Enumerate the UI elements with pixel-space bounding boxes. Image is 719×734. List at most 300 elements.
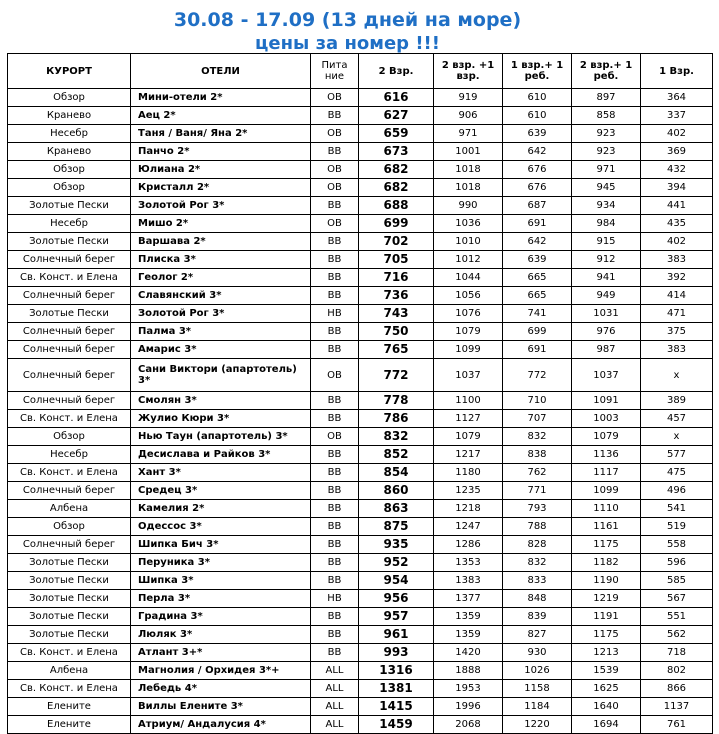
price-1-adult-1-child-cell: 1026 bbox=[503, 662, 572, 680]
header-resort: КУРОРТ bbox=[8, 54, 131, 89]
meal-cell: ВВ bbox=[311, 608, 359, 626]
resort-cell: Солнечный берег bbox=[8, 482, 131, 500]
meal-cell: ВВ bbox=[311, 251, 359, 269]
resort-cell: Св. Конст. и Елена bbox=[8, 464, 131, 482]
hotel-cell: Золотой Рог 3* bbox=[131, 197, 311, 215]
resort-cell: Золотые Пески bbox=[8, 626, 131, 644]
table-header-row bbox=[8, 54, 713, 89]
price-2-adults-plus-adult-cell: 1218 bbox=[434, 500, 503, 518]
price-2-adults-plus-adult-cell: 1953 bbox=[434, 680, 503, 698]
resort-cell: Несебр bbox=[8, 215, 131, 233]
resort-cell: Золотые Пески bbox=[8, 305, 131, 323]
page-title bbox=[0, 8, 695, 56]
header-hotel: ОТЕЛИ bbox=[131, 54, 311, 89]
price-2-adults-plus-adult-cell: 1217 bbox=[434, 446, 503, 464]
price-2-adults-1-child-cell: 1136 bbox=[572, 446, 641, 464]
meal-cell: ВВ bbox=[311, 464, 359, 482]
price-1-adult-1-child-cell: 832 bbox=[503, 428, 572, 446]
price-2-adults-1-child-cell: 858 bbox=[572, 107, 641, 125]
resort-cell: Елените bbox=[8, 698, 131, 716]
price-2-adults-1-child-cell: 1625 bbox=[572, 680, 641, 698]
price-2-adults-cell: 743 bbox=[359, 305, 434, 323]
resort-cell: Золотые Пески bbox=[8, 197, 131, 215]
header-2-adults: 2 Взр. bbox=[359, 54, 434, 89]
meal-cell: ОВ bbox=[311, 89, 359, 107]
table-row bbox=[8, 197, 713, 215]
price-1-adult-1-child-cell: 610 bbox=[503, 89, 572, 107]
hotel-cell: Атриум/ Андалусия 4* bbox=[131, 716, 311, 734]
price-2-adults-1-child-cell: 923 bbox=[572, 125, 641, 143]
resort-cell: Св. Конст. и Елена bbox=[8, 644, 131, 662]
table-row bbox=[8, 392, 713, 410]
price-1-adult-1-child-cell: 676 bbox=[503, 179, 572, 197]
price-1-adult-cell: 596 bbox=[641, 554, 713, 572]
price-2-adults-plus-adult-cell: 1888 bbox=[434, 662, 503, 680]
price-2-adults-cell: 854 bbox=[359, 464, 434, 482]
price-2-adults-plus-adult-cell: 919 bbox=[434, 89, 503, 107]
header-1-adult-1-child: 1 взр.+ 1 реб. bbox=[503, 54, 572, 89]
price-1-adult-1-child-cell: 930 bbox=[503, 644, 572, 662]
price-1-adult-cell: 562 bbox=[641, 626, 713, 644]
price-2-adults-plus-adult-cell: 990 bbox=[434, 197, 503, 215]
price-2-adults-1-child-cell: 1182 bbox=[572, 554, 641, 572]
price-2-adults-1-child-cell: 915 bbox=[572, 233, 641, 251]
table-row bbox=[8, 341, 713, 359]
price-2-adults-1-child-cell: 971 bbox=[572, 161, 641, 179]
meal-cell: ВВ bbox=[311, 392, 359, 410]
price-2-adults-plus-adult-cell: 1099 bbox=[434, 341, 503, 359]
resort-cell: Обзор bbox=[8, 179, 131, 197]
price-2-adults-cell: 699 bbox=[359, 215, 434, 233]
table-row bbox=[8, 698, 713, 716]
price-2-adults-cell: 961 bbox=[359, 626, 434, 644]
price-2-adults-plus-adult-cell: 1001 bbox=[434, 143, 503, 161]
price-1-adult-cell: 471 bbox=[641, 305, 713, 323]
hotel-cell: Варшава 2* bbox=[131, 233, 311, 251]
price-2-adults-1-child-cell: 923 bbox=[572, 143, 641, 161]
price-2-adults-cell: 1459 bbox=[359, 716, 434, 734]
meal-cell: ОВ bbox=[311, 125, 359, 143]
price-1-adult-1-child-cell: 710 bbox=[503, 392, 572, 410]
price-1-adult-cell: 435 bbox=[641, 215, 713, 233]
price-1-adult-1-child-cell: 639 bbox=[503, 125, 572, 143]
hotel-cell: Таня / Ваня/ Яна 2* bbox=[131, 125, 311, 143]
meal-cell: ВВ bbox=[311, 500, 359, 518]
meal-cell: ВВ bbox=[311, 644, 359, 662]
hotel-cell: Одессос 3* bbox=[131, 518, 311, 536]
price-2-adults-1-child-cell: 1161 bbox=[572, 518, 641, 536]
price-2-adults-cell: 957 bbox=[359, 608, 434, 626]
hotel-cell: Золотой Рог 3* bbox=[131, 305, 311, 323]
price-1-adult-cell: 337 bbox=[641, 107, 713, 125]
meal-cell: ВВ bbox=[311, 446, 359, 464]
price-2-adults-cell: 863 bbox=[359, 500, 434, 518]
price-2-adults-plus-adult-cell: 1036 bbox=[434, 215, 503, 233]
price-2-adults-cell: 682 bbox=[359, 179, 434, 197]
price-1-adult-cell: 541 bbox=[641, 500, 713, 518]
table-row bbox=[8, 446, 713, 464]
meal-cell: ВВ bbox=[311, 410, 359, 428]
resort-cell: Елените bbox=[8, 716, 131, 734]
price-1-adult-1-child-cell: 771 bbox=[503, 482, 572, 500]
price-1-adult-1-child-cell: 762 bbox=[503, 464, 572, 482]
price-2-adults-cell: 659 bbox=[359, 125, 434, 143]
price-2-adults-cell: 702 bbox=[359, 233, 434, 251]
resort-cell: Св. Конст. и Елена bbox=[8, 410, 131, 428]
price-2-adults-cell: 952 bbox=[359, 554, 434, 572]
price-2-adults-cell: 993 bbox=[359, 644, 434, 662]
price-2-adults-plus-adult-cell: 2068 bbox=[434, 716, 503, 734]
price-2-adults-plus-adult-cell: 1012 bbox=[434, 251, 503, 269]
table-row bbox=[8, 680, 713, 698]
price-2-adults-cell: 1316 bbox=[359, 662, 434, 680]
table-row bbox=[8, 89, 713, 107]
price-2-adults-cell: 778 bbox=[359, 392, 434, 410]
price-2-adults-cell: 1381 bbox=[359, 680, 434, 698]
price-1-adult-cell: 866 bbox=[641, 680, 713, 698]
table-row bbox=[8, 518, 713, 536]
price-2-adults-1-child-cell: 912 bbox=[572, 251, 641, 269]
price-2-adults-1-child-cell: 1003 bbox=[572, 410, 641, 428]
resort-cell: Золотые Пески bbox=[8, 554, 131, 572]
resort-cell: Обзор bbox=[8, 428, 131, 446]
price-2-adults-plus-adult-cell: 1286 bbox=[434, 536, 503, 554]
price-2-adults-cell: 1415 bbox=[359, 698, 434, 716]
price-1-adult-cell: 577 bbox=[641, 446, 713, 464]
resort-cell: Солнечный берег bbox=[8, 392, 131, 410]
table-row bbox=[8, 716, 713, 734]
price-1-adult-1-child-cell: 610 bbox=[503, 107, 572, 125]
price-2-adults-1-child-cell: 934 bbox=[572, 197, 641, 215]
hotel-cell: Средец 3* bbox=[131, 482, 311, 500]
price-1-adult-1-child-cell: 639 bbox=[503, 251, 572, 269]
hotel-cell: Магнолия / Орхидея 3*+ bbox=[131, 662, 311, 680]
title-subtitle: цены за номер !!! bbox=[255, 33, 440, 54]
meal-cell: ВВ bbox=[311, 536, 359, 554]
price-2-adults-plus-adult-cell: 1076 bbox=[434, 305, 503, 323]
price-2-adults-cell: 935 bbox=[359, 536, 434, 554]
hotel-cell: Панчо 2* bbox=[131, 143, 311, 161]
price-2-adults-plus-adult-cell: 1353 bbox=[434, 554, 503, 572]
price-1-adult-cell: 585 bbox=[641, 572, 713, 590]
price-2-adults-1-child-cell: 1175 bbox=[572, 626, 641, 644]
price-1-adult-cell: 432 bbox=[641, 161, 713, 179]
table-row bbox=[8, 287, 713, 305]
resort-cell: Св. Конст. и Елена bbox=[8, 680, 131, 698]
price-2-adults-1-child-cell: 1175 bbox=[572, 536, 641, 554]
price-2-adults-cell: 673 bbox=[359, 143, 434, 161]
price-2-adults-cell: 956 bbox=[359, 590, 434, 608]
price-2-adults-1-child-cell: 945 bbox=[572, 179, 641, 197]
resort-cell: Солнечный берег bbox=[8, 287, 131, 305]
price-2-adults-plus-adult-cell: 1359 bbox=[434, 626, 503, 644]
hotel-cell: Нью Таун (апартотель) 3* bbox=[131, 428, 311, 446]
resort-cell: Золотые Пески bbox=[8, 608, 131, 626]
resort-cell: Кранево bbox=[8, 143, 131, 161]
price-1-adult-1-child-cell: 832 bbox=[503, 554, 572, 572]
price-2-adults-plus-adult-cell: 1377 bbox=[434, 590, 503, 608]
table-row bbox=[8, 644, 713, 662]
price-2-adults-1-child-cell: 1539 bbox=[572, 662, 641, 680]
price-1-adult-1-child-cell: 839 bbox=[503, 608, 572, 626]
price-2-adults-1-child-cell: 1191 bbox=[572, 608, 641, 626]
resort-cell: Солнечный берег bbox=[8, 359, 131, 392]
hotel-cell: Перуника 3* bbox=[131, 554, 311, 572]
price-1-adult-1-child-cell: 707 bbox=[503, 410, 572, 428]
price-2-adults-plus-adult-cell: 1127 bbox=[434, 410, 503, 428]
price-1-adult-cell: 475 bbox=[641, 464, 713, 482]
table-row bbox=[8, 125, 713, 143]
resort-cell: Кранево bbox=[8, 107, 131, 125]
price-2-adults-plus-adult-cell: 1079 bbox=[434, 323, 503, 341]
price-2-adults-1-child-cell: 1219 bbox=[572, 590, 641, 608]
price-1-adult-1-child-cell: 687 bbox=[503, 197, 572, 215]
price-2-adults-cell: 682 bbox=[359, 161, 434, 179]
table-row bbox=[8, 107, 713, 125]
price-2-adults-1-child-cell: 1037 bbox=[572, 359, 641, 392]
table-row bbox=[8, 143, 713, 161]
price-1-adult-cell: 414 bbox=[641, 287, 713, 305]
price-2-adults-plus-adult-cell: 1180 bbox=[434, 464, 503, 482]
price-2-adults-cell: 832 bbox=[359, 428, 434, 446]
table-row bbox=[8, 590, 713, 608]
price-1-adult-cell: 389 bbox=[641, 392, 713, 410]
price-1-adult-1-child-cell: 691 bbox=[503, 215, 572, 233]
header-1-adult: 1 Взр. bbox=[641, 54, 713, 89]
header-2-adults-plus-adult: 2 взр. +1 взр. bbox=[434, 54, 503, 89]
resort-cell: Несебр bbox=[8, 446, 131, 464]
price-1-adult-cell: 519 bbox=[641, 518, 713, 536]
resort-cell: Солнечный берег bbox=[8, 251, 131, 269]
price-1-adult-1-child-cell: 665 bbox=[503, 269, 572, 287]
price-1-adult-cell: x bbox=[641, 359, 713, 392]
resort-cell: Обзор bbox=[8, 89, 131, 107]
table-row bbox=[8, 662, 713, 680]
meal-cell: ВВ bbox=[311, 233, 359, 251]
table-row bbox=[8, 269, 713, 287]
meal-cell: ALL bbox=[311, 698, 359, 716]
meal-cell: ВВ bbox=[311, 197, 359, 215]
price-2-adults-1-child-cell: 976 bbox=[572, 323, 641, 341]
table-row bbox=[8, 359, 713, 392]
price-2-adults-cell: 627 bbox=[359, 107, 434, 125]
price-2-adults-cell: 860 bbox=[359, 482, 434, 500]
price-2-adults-plus-adult-cell: 1359 bbox=[434, 608, 503, 626]
price-2-adults-plus-adult-cell: 1079 bbox=[434, 428, 503, 446]
price-1-adult-cell: 383 bbox=[641, 341, 713, 359]
meal-cell: ВВ bbox=[311, 518, 359, 536]
price-1-adult-1-child-cell: 848 bbox=[503, 590, 572, 608]
hotel-cell: Камелия 2* bbox=[131, 500, 311, 518]
table-row bbox=[8, 554, 713, 572]
price-2-adults-1-child-cell: 897 bbox=[572, 89, 641, 107]
hotel-cell: Смолян 3* bbox=[131, 392, 311, 410]
price-table bbox=[7, 53, 713, 734]
price-2-adults-cell: 954 bbox=[359, 572, 434, 590]
meal-cell: ВВ bbox=[311, 143, 359, 161]
price-1-adult-cell: 558 bbox=[641, 536, 713, 554]
price-2-adults-1-child-cell: 1190 bbox=[572, 572, 641, 590]
resort-cell: Обзор bbox=[8, 161, 131, 179]
resort-cell: Албена bbox=[8, 662, 131, 680]
price-2-adults-cell: 616 bbox=[359, 89, 434, 107]
price-1-adult-1-child-cell: 1220 bbox=[503, 716, 572, 734]
resort-cell: Солнечный берег bbox=[8, 323, 131, 341]
hotel-cell: Кристалл 2* bbox=[131, 179, 311, 197]
table-row bbox=[8, 464, 713, 482]
title-dates: 30.08 - 17.09 (13 дней на море) bbox=[173, 9, 522, 31]
table-row bbox=[8, 323, 713, 341]
price-1-adult-cell: 392 bbox=[641, 269, 713, 287]
hotel-cell: Геолог 2* bbox=[131, 269, 311, 287]
price-1-adult-1-child-cell: 1184 bbox=[503, 698, 572, 716]
price-1-adult-1-child-cell: 827 bbox=[503, 626, 572, 644]
hotel-cell: Хант 3* bbox=[131, 464, 311, 482]
meal-cell: НВ bbox=[311, 305, 359, 323]
hotel-cell: Люляк 3* bbox=[131, 626, 311, 644]
price-1-adult-cell: 761 bbox=[641, 716, 713, 734]
meal-cell: ОВ bbox=[311, 215, 359, 233]
price-1-adult-cell: 383 bbox=[641, 251, 713, 269]
meal-cell: ОВ bbox=[311, 359, 359, 392]
price-2-adults-cell: 772 bbox=[359, 359, 434, 392]
table-row bbox=[8, 215, 713, 233]
price-2-adults-plus-adult-cell: 1420 bbox=[434, 644, 503, 662]
table-row bbox=[8, 536, 713, 554]
hotel-cell: Палма 3* bbox=[131, 323, 311, 341]
price-1-adult-1-child-cell: 1158 bbox=[503, 680, 572, 698]
header-2-adults-1-child: 2 взр.+ 1 реб. bbox=[572, 54, 641, 89]
price-1-adult-cell: 441 bbox=[641, 197, 713, 215]
price-1-adult-1-child-cell: 691 bbox=[503, 341, 572, 359]
price-2-adults-plus-adult-cell: 971 bbox=[434, 125, 503, 143]
price-2-adults-plus-adult-cell: 1247 bbox=[434, 518, 503, 536]
meal-cell: ВВ bbox=[311, 482, 359, 500]
hotel-cell: Шипка Бич 3* bbox=[131, 536, 311, 554]
price-1-adult-cell: 802 bbox=[641, 662, 713, 680]
price-2-adults-cell: 716 bbox=[359, 269, 434, 287]
price-2-adults-1-child-cell: 1640 bbox=[572, 698, 641, 716]
price-1-adult-cell: 369 bbox=[641, 143, 713, 161]
price-2-adults-1-child-cell: 1091 bbox=[572, 392, 641, 410]
price-2-adults-plus-adult-cell: 1996 bbox=[434, 698, 503, 716]
price-2-adults-plus-adult-cell: 1100 bbox=[434, 392, 503, 410]
price-2-adults-1-child-cell: 949 bbox=[572, 287, 641, 305]
table-row bbox=[8, 251, 713, 269]
meal-cell: ALL bbox=[311, 680, 359, 698]
meal-cell: ALL bbox=[311, 716, 359, 734]
resort-cell: Солнечный берег bbox=[8, 341, 131, 359]
price-2-adults-plus-adult-cell: 1044 bbox=[434, 269, 503, 287]
meal-cell: ALL bbox=[311, 662, 359, 680]
price-2-adults-1-child-cell: 1213 bbox=[572, 644, 641, 662]
meal-cell: ОВ bbox=[311, 161, 359, 179]
hotel-cell: Жулио Кюри 3* bbox=[131, 410, 311, 428]
price-1-adult-1-child-cell: 699 bbox=[503, 323, 572, 341]
price-2-adults-1-child-cell: 1110 bbox=[572, 500, 641, 518]
price-1-adult-cell: 567 bbox=[641, 590, 713, 608]
price-2-adults-cell: 875 bbox=[359, 518, 434, 536]
price-2-adults-cell: 750 bbox=[359, 323, 434, 341]
price-1-adult-cell: 457 bbox=[641, 410, 713, 428]
price-1-adult-cell: 718 bbox=[641, 644, 713, 662]
hotel-cell: Аец 2* bbox=[131, 107, 311, 125]
price-1-adult-1-child-cell: 788 bbox=[503, 518, 572, 536]
price-2-adults-plus-adult-cell: 1383 bbox=[434, 572, 503, 590]
hotel-cell: Градина 3* bbox=[131, 608, 311, 626]
hotel-cell: Перла 3* bbox=[131, 590, 311, 608]
meal-cell: ВВ bbox=[311, 287, 359, 305]
table-row bbox=[8, 161, 713, 179]
price-1-adult-cell: 402 bbox=[641, 233, 713, 251]
hotel-cell: Мини-отели 2* bbox=[131, 89, 311, 107]
price-2-adults-cell: 688 bbox=[359, 197, 434, 215]
price-2-adults-1-child-cell: 1694 bbox=[572, 716, 641, 734]
price-1-adult-1-child-cell: 828 bbox=[503, 536, 572, 554]
price-1-adult-1-child-cell: 642 bbox=[503, 143, 572, 161]
price-1-adult-1-child-cell: 833 bbox=[503, 572, 572, 590]
hotel-cell: Шипка 3* bbox=[131, 572, 311, 590]
price-2-adults-plus-adult-cell: 1235 bbox=[434, 482, 503, 500]
meal-cell: ВВ bbox=[311, 323, 359, 341]
price-2-adults-plus-adult-cell: 1056 bbox=[434, 287, 503, 305]
price-2-adults-cell: 852 bbox=[359, 446, 434, 464]
hotel-cell: Лебедь 4* bbox=[131, 680, 311, 698]
meal-cell: ВВ bbox=[311, 626, 359, 644]
table-row bbox=[8, 608, 713, 626]
table-row bbox=[8, 410, 713, 428]
meal-cell: ВВ bbox=[311, 572, 359, 590]
meal-cell: ВВ bbox=[311, 107, 359, 125]
hotel-cell: Славянский 3* bbox=[131, 287, 311, 305]
resort-cell: Обзор bbox=[8, 518, 131, 536]
resort-cell: Св. Конст. и Елена bbox=[8, 269, 131, 287]
header-meal: Пита ние bbox=[311, 54, 359, 89]
price-2-adults-1-child-cell: 1031 bbox=[572, 305, 641, 323]
meal-cell: ВВ bbox=[311, 341, 359, 359]
resort-cell: Золотые Пески bbox=[8, 590, 131, 608]
price-1-adult-1-child-cell: 741 bbox=[503, 305, 572, 323]
price-1-adult-cell: x bbox=[641, 428, 713, 446]
price-2-adults-cell: 736 bbox=[359, 287, 434, 305]
price-1-adult-cell: 364 bbox=[641, 89, 713, 107]
price-1-adult-cell: 402 bbox=[641, 125, 713, 143]
price-2-adults-cell: 765 bbox=[359, 341, 434, 359]
meal-cell: ВВ bbox=[311, 269, 359, 287]
price-1-adult-1-child-cell: 793 bbox=[503, 500, 572, 518]
meal-cell: НВ bbox=[311, 590, 359, 608]
price-2-adults-1-child-cell: 1079 bbox=[572, 428, 641, 446]
resort-cell: Албена bbox=[8, 500, 131, 518]
meal-cell: ВВ bbox=[311, 554, 359, 572]
hotel-cell: Амарис 3* bbox=[131, 341, 311, 359]
price-1-adult-1-child-cell: 642 bbox=[503, 233, 572, 251]
price-2-adults-cell: 786 bbox=[359, 410, 434, 428]
price-2-adults-1-child-cell: 987 bbox=[572, 341, 641, 359]
table-row bbox=[8, 179, 713, 197]
hotel-cell: Десислава и Райков 3* bbox=[131, 446, 311, 464]
price-2-adults-plus-adult-cell: 1018 bbox=[434, 161, 503, 179]
price-2-adults-1-child-cell: 984 bbox=[572, 215, 641, 233]
resort-cell: Золотые Пески bbox=[8, 233, 131, 251]
price-2-adults-cell: 705 bbox=[359, 251, 434, 269]
table-row bbox=[8, 305, 713, 323]
table-row bbox=[8, 626, 713, 644]
hotel-cell: Сани Виктори (апартотель) 3* bbox=[131, 359, 311, 392]
price-1-adult-1-child-cell: 838 bbox=[503, 446, 572, 464]
meal-cell: ОВ bbox=[311, 428, 359, 446]
hotel-cell: Юлиана 2* bbox=[131, 161, 311, 179]
